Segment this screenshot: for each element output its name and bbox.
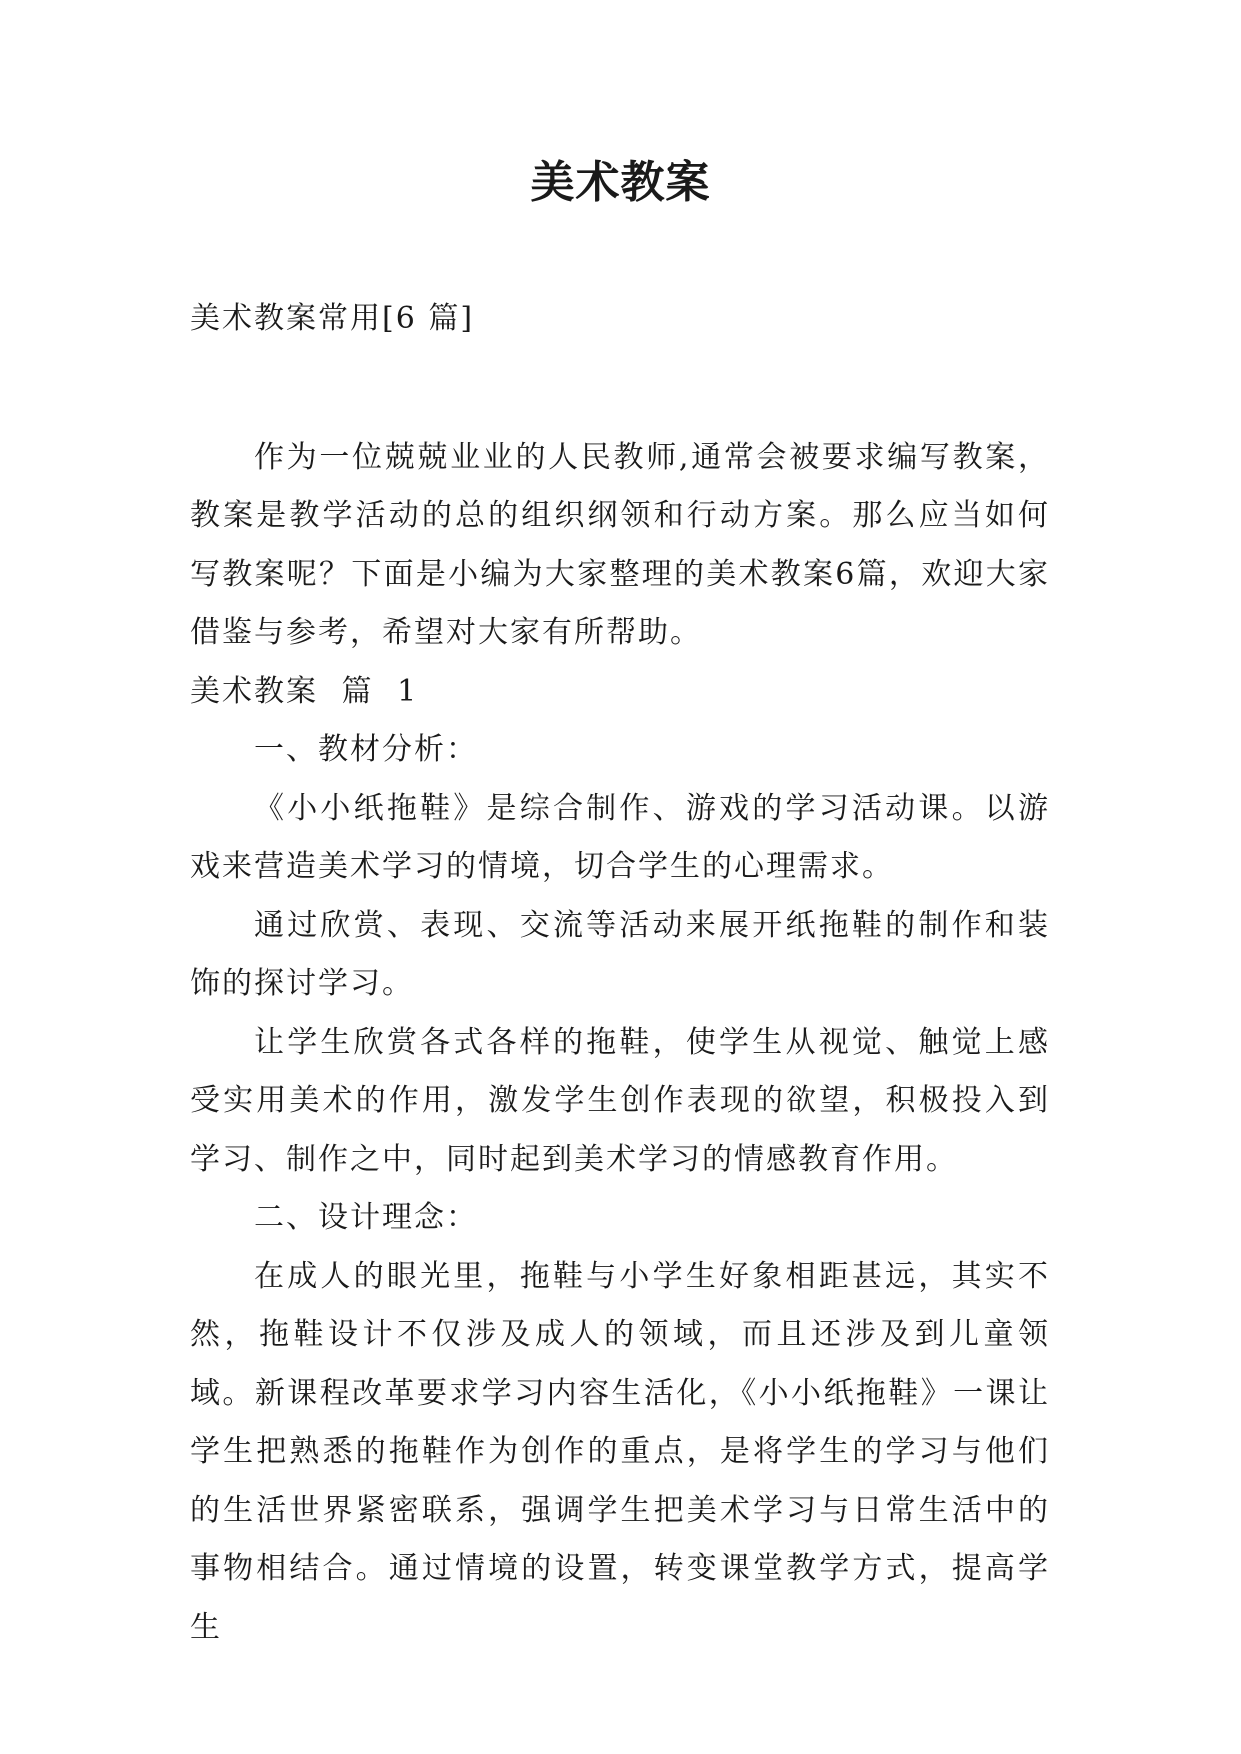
body-paragraph: 通过欣赏、表现、交流等活动来展开纸拖鞋的制作和装饰的探讨学习。 bbox=[190, 907, 1050, 1001]
intro-paragraph: 作为一位兢兢业业的人民教师,通常会被要求编写教案，教案是教学活动的总的组织纲领和行动方案。那么应当如何写教案呢？下面是小编为大家整理的美术教案6篇，欢迎大家借鉴与参考，希望对大家有所帮助。 bbox=[190, 439, 1050, 650]
body-paragraph: 《小小纸拖鞋》是综合制作、游戏的学习活动课。以游戏来营造美术学习的情境，切合学生的心理需求。 bbox=[190, 790, 1050, 884]
document-title: 美术教案 bbox=[530, 157, 711, 208]
heading-textbook-analysis: 一、教材分析： bbox=[254, 732, 478, 767]
section-heading: 美术教案 篇 1 bbox=[190, 673, 419, 709]
document-body bbox=[190, 290, 1050, 1657]
body-paragraph: 在成人的眼光里，拖鞋与小学生好象相距甚远，其实不然，拖鞋设计不仅涉及成人的领域，而且还涉及到儿童领域。新课程改革要求学习内容生活化，《小小纸拖鞋》一课让学生把熟悉的拖鞋作为创作的重点，是将学生的学习与他们的生活世界紧密联系，强调学生把美术学习与日常生活中的事物相结合。通过情境的设置，转变课堂教学方式，提高学生 bbox=[190, 1258, 1050, 1645]
body-paragraph: 让学生欣赏各式各样的拖鞋，使学生从视觉、触觉上感受实用美术的作用，激发学生创作表现的欲望，积极投入到学习、制作之中，同时起到美术学习的情感教育作用。 bbox=[190, 1024, 1050, 1177]
heading-design-concept: 二、设计理念： bbox=[254, 1200, 478, 1235]
document-subtitle: 美术教案常用[6 篇] bbox=[190, 301, 475, 336]
